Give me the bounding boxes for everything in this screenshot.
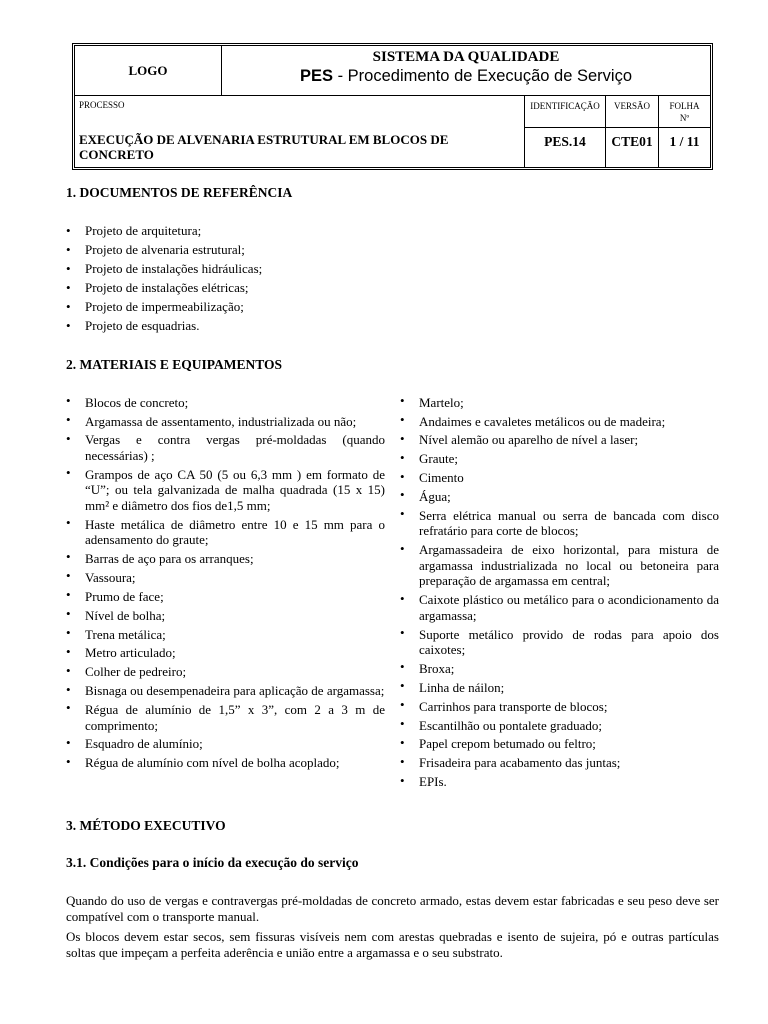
folha-cell: [659, 96, 710, 167]
list-item: • Nível de bolha;: [66, 606, 385, 625]
list-item: • Prumo de face;: [66, 587, 385, 606]
list-item: • EPIs.: [400, 773, 719, 792]
versao-label: VERSÃO: [613, 101, 650, 111]
section3-heading: 3. MÉTODO EXECUTIVO: [66, 818, 226, 833]
list-item: • Água;: [400, 487, 719, 506]
list-item: • Projeto de arquitetura;: [66, 221, 426, 240]
document-header: [72, 43, 713, 170]
header-info-row: [75, 96, 710, 167]
list-item: • Blocos de concreto;: [66, 393, 385, 412]
list-item: • Caixote plástico ou metálico para o acondicionamento da argamassa;: [400, 591, 719, 625]
list-item: • Projeto de alvenaria estrutural;: [66, 240, 426, 259]
list-item: • Carrinhos para transporte de blocos;: [400, 697, 719, 716]
list-item: • Serra elétrica manual ou serra de bancada com disco refratário para corte de blocos;: [400, 506, 719, 540]
versao-value: CTE01: [611, 134, 653, 149]
list-item: • Vassoura;: [66, 568, 385, 587]
list-item: • Barras de aço para os arranques;: [66, 549, 385, 568]
identificacao-cell: [525, 96, 606, 167]
list-item: • Graute;: [400, 450, 719, 469]
folha-value: 1 / 11: [669, 134, 700, 149]
list-item: • Grampos de aço CA 50 (5 ou 6,3 mm ) em formato de “U”; ou tela galvanizada de malha quadrada (15 x 15) mm² e diâmetro dos fios de1,5 mm;: [66, 465, 385, 515]
materials-list-left: [66, 393, 385, 773]
procedure-title: [222, 67, 710, 86]
list-item: • Argamassa de assentamento, industrializada ou não;: [66, 412, 385, 431]
list-item: • Andaimes e cavaletes metálicos ou de madeira;: [400, 412, 719, 431]
section1-heading: 1. DOCUMENTOS DE REFERÊNCIA: [66, 185, 293, 200]
folha-label: FOLHA Nº: [669, 101, 700, 123]
list-item: • Cimento: [400, 469, 719, 488]
list-item: • Haste metálica de diâmetro entre 10 e 15 mm para o adensamento do graute;: [66, 515, 385, 549]
section2-heading: 2. MATERIAIS E EQUIPAMENTOS: [66, 357, 283, 372]
reference-documents-list: [66, 221, 426, 335]
processo-name: EXECUÇÃO DE ALVENARIA ESTRUTURAL EM BLOCOS DE CONCRETO: [79, 132, 449, 162]
logo-placeholder: LOGO: [75, 46, 222, 95]
list-item: • Nível alemão ou aparelho de nível a laser;: [400, 431, 719, 450]
header-divider: [525, 127, 710, 128]
pes-title: - Procedimento de Execução de Serviço: [333, 67, 633, 85]
identificacao-label: IDENTIFICAÇÃO: [530, 101, 600, 111]
list-item: • Argamassadeira de eixo horizontal, para mistura de argamassa industrializada no local ou betoneira para preparação de argamassa em central;: [400, 541, 719, 591]
materials-list-right: [400, 393, 719, 791]
identificacao-value: PES.14: [544, 134, 586, 149]
pes-abbr: PES: [299, 67, 334, 85]
list-item: • Suporte metálico provido de rodas para apoio dos caixotes;: [400, 625, 719, 659]
list-item: • Bisnaga ou desempenadeira para aplicação de argamassa;: [66, 682, 385, 701]
list-item: • Régua de alumínio de 1,5” x 3”, com 2 a 3 m de comprimento;: [66, 700, 385, 734]
list-item: • Trena metálica;: [66, 625, 385, 644]
list-item: • Escantilhão ou pontalete graduado;: [400, 716, 719, 735]
header-title-box: [222, 46, 710, 95]
list-item: • Colher de pedreiro;: [66, 663, 385, 682]
list-item: • Projeto de impermeabilização;: [66, 297, 426, 316]
section3-1-heading: 3.1. Condições para o início da execução do serviço: [66, 855, 359, 870]
versao-cell: [606, 96, 659, 167]
processo-cell: [75, 96, 525, 167]
list-item: • Projeto de instalações hidráulicas;: [66, 259, 426, 278]
header-top-row: [75, 46, 710, 96]
list-item: • Papel crepom betumado ou feltro;: [400, 735, 719, 754]
list-item: • Martelo;: [400, 393, 719, 412]
list-item: • Projeto de instalações elétricas;: [66, 278, 426, 297]
paragraph-vergas: Quando do uso de vergas e contravergas pré-moldadas de concreto armado, estas devem estar fabricadas e seu peso deve ser compatível com o transporte manual.: [66, 893, 719, 924]
list-item: • Esquadro de alumínio;: [66, 735, 385, 754]
paragraph-blocos: Os blocos devem estar secos, sem fissuras visíveis nem com arestas quebradas e isento de sujeira, pó e outras partículas soltas que impeçam a perfeita aderência e união entre a argamassa e o seu substrato.: [66, 929, 719, 960]
list-item: • Vergas e contra vergas pré-moldadas (quando necessárias) ;: [66, 431, 385, 465]
list-item: • Linha de náilon;: [400, 678, 719, 697]
system-title: SISTEMA DA QUALIDADE: [372, 49, 560, 65]
list-item: • Broxa;: [400, 659, 719, 678]
list-item: • Projeto de esquadrias.: [66, 316, 426, 335]
list-item: • Metro articulado;: [66, 644, 385, 663]
list-item: • Régua de alumínio com nível de bolha acoplado;: [66, 754, 385, 773]
list-item: • Frisadeira para acabamento das juntas;: [400, 754, 719, 773]
processo-label: PROCESSO: [79, 100, 125, 110]
